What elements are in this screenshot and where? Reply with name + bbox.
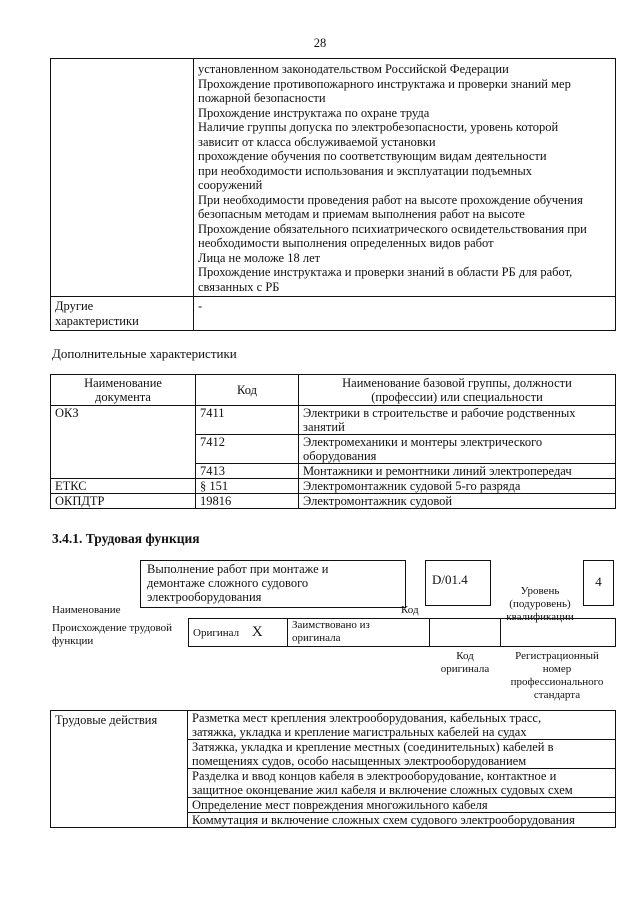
labour-action-item: Определение мест повреждения многожильного кабеля — [188, 798, 616, 813]
level-label-line: Уровень — [520, 585, 560, 597]
code-cell: 19816 — [196, 494, 299, 509]
other-label-line: характеристики — [55, 313, 139, 328]
borrowed-line: оригинала — [292, 632, 341, 644]
requirement-line: Лица не моложе 18 лет — [198, 250, 321, 265]
labour-action-line: Разметка мест крепления электрооборудования, кабельных трасс, — [192, 711, 542, 725]
table-row — [51, 464, 616, 479]
requirement-line: Прохождение инструктажа по охране труда — [198, 105, 430, 120]
requirements-content-cell — [194, 59, 616, 297]
labour-actions-label: Трудовые действия — [51, 711, 188, 828]
registration-number-label — [500, 650, 614, 702]
origin-table — [188, 618, 616, 647]
requirement-line: установленном законодательством Российской Федерации — [198, 62, 509, 76]
labour-action-item — [188, 740, 616, 769]
name-cell: Электромонтажник судовой — [299, 494, 616, 509]
table-row — [51, 479, 616, 494]
code-original-line: Код — [456, 650, 474, 662]
function-name-line: электрооборудования — [147, 590, 262, 604]
requirements-label-cell — [51, 59, 194, 297]
function-name-line: демонтаже сложного судового — [147, 576, 309, 590]
requirement-line: Прохождение обязательного психиатрического освидетельствования при — [198, 221, 587, 236]
labour-action-item — [188, 711, 616, 740]
table-row — [51, 406, 616, 435]
requirement-line: Прохождение противопожарного инструктажа и проверки знаний мер — [198, 76, 571, 91]
borrowed-cell — [288, 619, 430, 647]
code-cell: § 151 — [196, 479, 299, 494]
table-row — [51, 435, 616, 464]
other-characteristics-label — [51, 297, 194, 331]
labour-actions-table — [50, 710, 616, 828]
reg-line: Регистрационный — [515, 650, 599, 662]
other-label-line: Другие — [55, 299, 94, 313]
code-cell: 7412 — [196, 435, 299, 464]
original-mark: X — [251, 623, 263, 640]
name-line: занятий — [303, 420, 345, 434]
name-cell: Монтажники и ремонтники линий электропередач — [299, 464, 616, 479]
header-document — [51, 375, 196, 406]
table-row — [51, 494, 616, 509]
requirement-line: зависит от класса обслуживаемой установки — [198, 134, 436, 149]
header-document-line: Наименование — [84, 376, 162, 390]
code-cell: 7411 — [196, 406, 299, 435]
name-cell: Электромонтажник судовой 5-го разряда — [299, 479, 616, 494]
doc-cell — [51, 435, 196, 464]
reg-line: номер — [542, 663, 572, 675]
page-number: 28 — [313, 36, 327, 50]
header-group-name-line: (профессии) или специальности — [371, 390, 543, 404]
requirement-line: пожарной безопасности — [198, 91, 326, 105]
requirement-line: необходимости выполнения определенных видов работ — [198, 236, 494, 250]
labour-action-item: Коммутация и включение сложных схем судового электрооборудования — [188, 813, 616, 828]
function-code-box: D/01.4 — [425, 560, 491, 606]
code-original-line: оригинала — [440, 663, 490, 675]
function-name-box — [140, 560, 406, 608]
doc-cell: ОКПДТР — [51, 494, 196, 509]
requirement-line: сооружений — [198, 178, 263, 192]
origin-label — [52, 622, 172, 648]
additional-characteristics-table — [50, 374, 616, 509]
origin-label-line: функции — [52, 635, 94, 647]
labour-function-heading: 3.4.1. Трудовая функция — [52, 531, 200, 546]
reg-line: стандарта — [533, 689, 581, 701]
level-label-line: (подуровень) — [509, 598, 571, 610]
additional-characteristics-title: Дополнительные характеристики — [52, 346, 237, 361]
requirement-line: безопасным методам и приемам выполнения работ на высоте — [198, 207, 525, 221]
code-label: Код — [401, 604, 419, 616]
other-characteristics-value: - — [194, 297, 616, 331]
requirement-line: Наличие группы допуска по электробезопасности, уровень которой — [198, 120, 559, 134]
labour-action-line: защитное оконцевание жил кабеля и включение сложных судовых схем — [192, 783, 573, 797]
reg-line: профессионального — [510, 676, 604, 688]
header-group-name-line: Наименование базовой группы, должности — [342, 376, 572, 390]
requirement-line: Прохождение инструктажа и проверки знаний в области РБ для работ, — [198, 265, 573, 279]
doc-cell: ОКЗ — [51, 406, 196, 435]
name-cell — [299, 406, 616, 435]
labour-action-line: затяжка, укладка и крепление магистральных кабелей на судах — [192, 725, 527, 739]
doc-cell: ЕТКС — [51, 479, 196, 494]
name-line: Электромеханики и монтеры электрического — [303, 435, 543, 449]
reg-number-cell — [501, 619, 616, 647]
borrowed-line: Заимствовано из — [292, 619, 370, 631]
origin-label-line: Происхождение трудовой — [52, 622, 173, 634]
original-label: Оригинал — [193, 626, 240, 639]
name-label: Наименование — [52, 604, 121, 616]
table-row — [51, 711, 616, 740]
code-original-cell — [430, 619, 501, 647]
labour-action-line: Затяжка, укладка и крепление местных (соединительных) кабелей в — [192, 740, 554, 754]
qualification-level-box: 4 — [583, 560, 614, 606]
requirement-line: при необходимости использования и эксплуатации подъемных — [198, 163, 533, 178]
function-name-line: Выполнение работ при монтаже и — [147, 562, 329, 576]
doc-cell — [51, 464, 196, 479]
requirements-table — [50, 58, 616, 331]
original-cell — [189, 619, 288, 647]
labour-action-line: Разделка и ввод концов кабеля в электрооборудование, контактное и — [192, 769, 557, 783]
level-label-line: квалификации — [506, 611, 574, 623]
code-cell: 7413 — [196, 464, 299, 479]
header-code: Код — [196, 375, 299, 406]
name-line: оборудования — [303, 449, 377, 463]
header-group-name — [299, 375, 616, 406]
header-document-line: документа — [95, 390, 151, 404]
labour-action-line: помещениях судов, особо насыщенных электрооборудованием — [192, 754, 527, 768]
requirement-line: связанных с РБ — [198, 279, 280, 294]
requirement-line: прохождение обучения по соответствующим видам деятельности — [198, 149, 547, 163]
requirement-line: При необходимости проведения работ на высоте прохождение обучения — [198, 192, 583, 207]
name-cell — [299, 435, 616, 464]
name-line: Электрики в строительстве и рабочие родственных — [303, 406, 576, 420]
code-original-label — [430, 650, 500, 676]
labour-action-item — [188, 769, 616, 798]
